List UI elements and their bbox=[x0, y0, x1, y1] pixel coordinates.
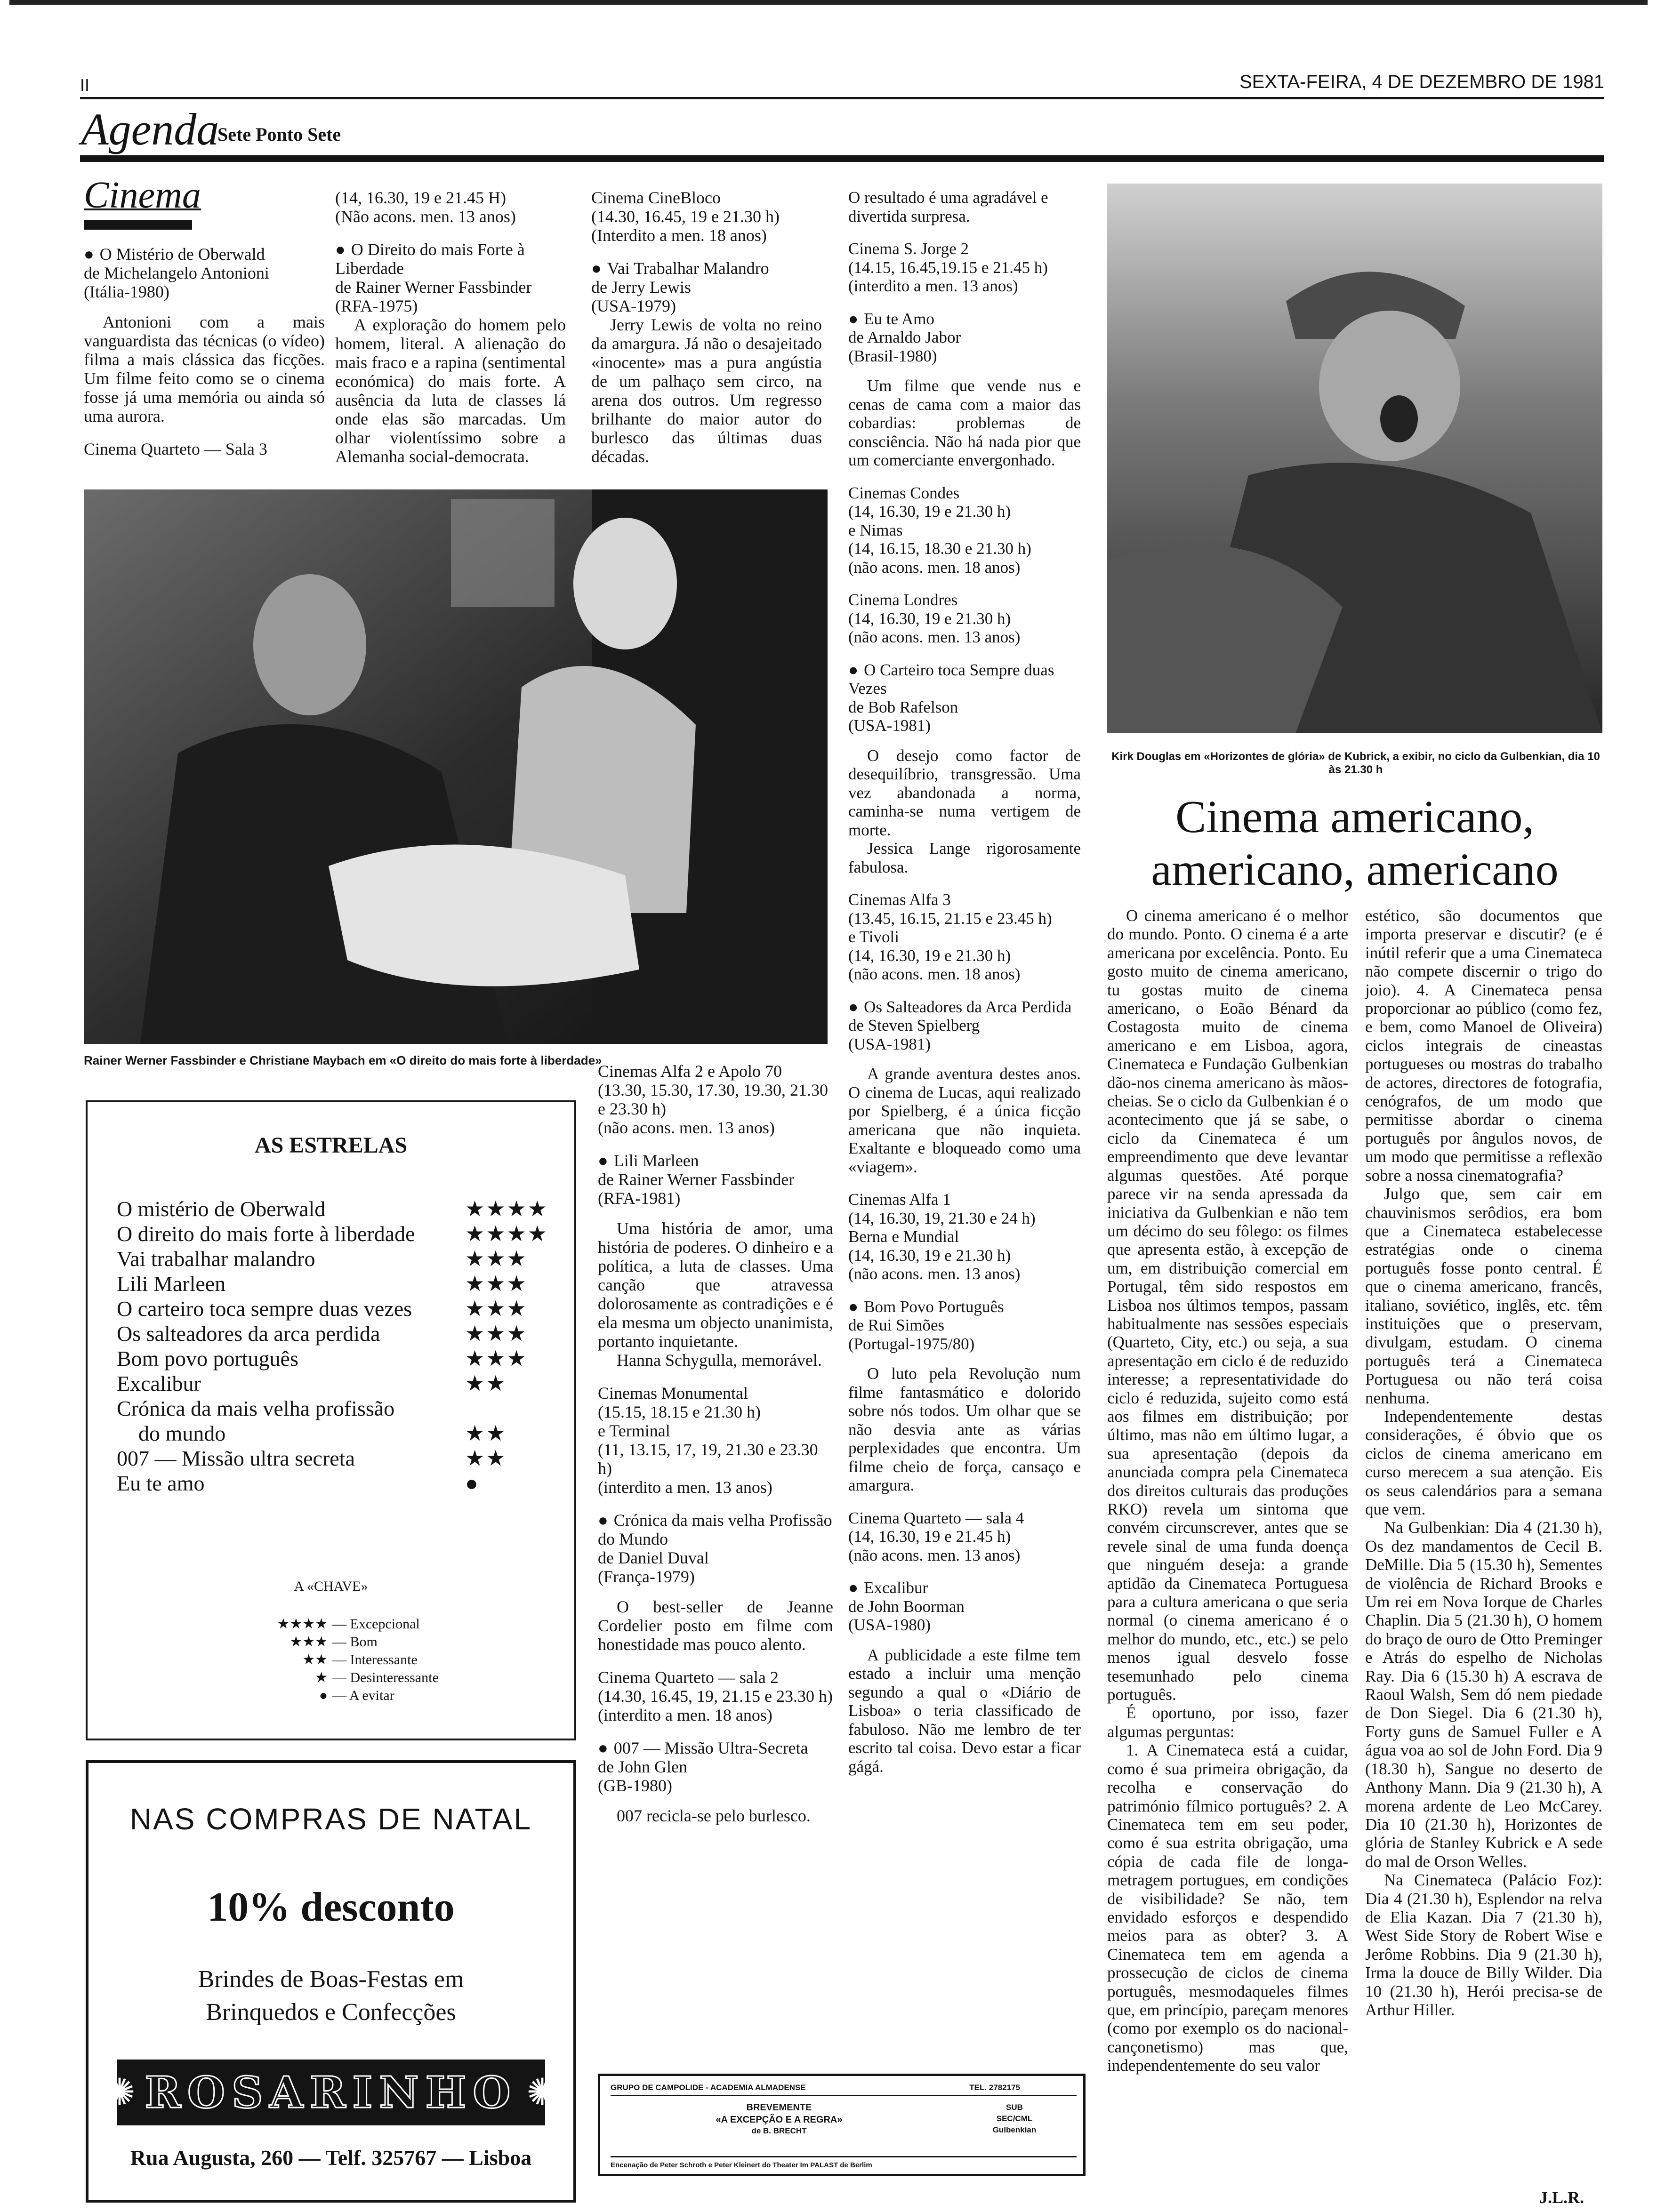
logo-flower-icon: ✺ bbox=[104, 2072, 136, 2114]
film-title: ● Crónica da mais velha Profissão do Mundo bbox=[598, 1511, 833, 1548]
showtimes: (14, 16.30, 19 e 21.30 h) bbox=[848, 946, 1011, 965]
rating-row bbox=[117, 1421, 555, 1446]
article-col-1 bbox=[1107, 906, 1348, 2075]
rating-row bbox=[117, 1246, 555, 1271]
key-row bbox=[229, 1669, 439, 1687]
age-rating: (interdito a men. 18 anos) bbox=[598, 1706, 772, 1724]
photo-kirk-douglas bbox=[1107, 184, 1602, 733]
ad-line-2: 10% desconto bbox=[207, 1884, 455, 1930]
key-row bbox=[229, 1651, 439, 1669]
key-list bbox=[229, 1615, 439, 1705]
film-origin: (GB-1980) bbox=[598, 1776, 672, 1795]
film-review: Jessica Lange rigorosamente fabulosa. bbox=[848, 839, 1081, 876]
key-label: — Interessante bbox=[332, 1652, 418, 1667]
article-paragraph: estético, são documentos que importa preservar e discutir? (e é inútil referir que a uma Cinemateca não compete discernir o trigo do joio). 4. A Cinemateca pensa proporcionar ao público (como fez, e bem, como Manoel de Oliveira) ciclos integrais de cineastas portugueses ou mostras do trabalho de actores, directores de fotografia, cenógrafos, de um modo que permitisse abordar o cinema português por ângulos novos, de um modo que permitisse a reflexão sobre a nossa cinematografia? bbox=[1365, 906, 1602, 1185]
age-rating: (Não acons. men. 13 anos) bbox=[335, 207, 516, 226]
rating-row bbox=[117, 1321, 555, 1346]
theatre-ad-credits: Encenação de Peter Schroth e Peter Kleinert do Theater Im PALAST de Berlim bbox=[611, 2156, 1077, 2171]
cinema-heading-bar bbox=[84, 220, 192, 230]
film-title: ● Os Salteadores da Arca Perdida bbox=[848, 998, 1081, 1017]
showtimes: (14, 16.30, 19 e 21.45 H) bbox=[335, 188, 506, 207]
showtimes: (14, 16.30, 19 e 21.45 h) bbox=[848, 1527, 1011, 1546]
rating-film-name: O carteiro toca sempre duas vezes bbox=[117, 1297, 412, 1321]
rating-row bbox=[117, 1446, 555, 1471]
top-rule bbox=[9, 0, 1648, 5]
theatre-ad-side-3: Gulbenkian bbox=[992, 2125, 1037, 2134]
photo-kirk-douglas-caption: Kirk Douglas em «Horizontes de glória» de Kubrick, a exibir, no ciclo da Gulbenkian, dia 10 às 21.30 h bbox=[1111, 750, 1600, 776]
film-title: ● Lili Marleen bbox=[598, 1151, 833, 1170]
showtimes: (14.30, 16.45, 19 e 21.30 h) bbox=[591, 207, 780, 226]
key-row bbox=[229, 1687, 439, 1705]
rating-row bbox=[117, 1471, 555, 1496]
listing-col-3 bbox=[591, 188, 822, 466]
film-director: de Rui Simões bbox=[848, 1316, 945, 1334]
showtimes: (14, 16.30, 19 e 21.30 h) bbox=[848, 502, 1011, 521]
venue: Cinemas Monumental bbox=[598, 1384, 748, 1403]
age-rating: (não acons. men. 18 anos) bbox=[848, 558, 1021, 577]
rating-stars: ★★★ bbox=[465, 1247, 528, 1271]
supplement-title: Sete Ponto Sete bbox=[217, 124, 341, 145]
ad-line-1: NAS COMPRAS DE NATAL bbox=[129, 1802, 532, 1836]
rating-row bbox=[117, 1346, 555, 1371]
photo-kirk-douglas-image bbox=[1107, 184, 1602, 733]
venue: e Tivoli bbox=[848, 928, 899, 946]
listing-col-5 bbox=[598, 1062, 833, 1825]
showtimes: (14, 16.30, 19, 21.30 e 24 h) bbox=[848, 1209, 1036, 1227]
film-title: ● 007 — Missão Ultra-Secreta bbox=[598, 1739, 833, 1757]
rating-film-name: Excalibur bbox=[117, 1371, 201, 1395]
theatre-ad-play: «A EXCEPÇÃO E A REGRA» bbox=[716, 2115, 843, 2125]
showtimes: (14, 16.30, 19 e 21.30 h) bbox=[848, 609, 1011, 628]
cinema-heading: Cinema bbox=[84, 175, 201, 216]
venue: Cinemas Alfa 3 bbox=[848, 890, 951, 909]
theatre-ad-group: GRUPO DE CAMPOLIDE - ACADEMIA ALMADENSE bbox=[611, 2083, 806, 2092]
film-review: 007 recicla-se pelo burlesco. bbox=[617, 1806, 811, 1825]
film-origin: (USA-1981) bbox=[848, 1034, 931, 1053]
rating-row bbox=[117, 1371, 555, 1396]
showtimes: (13.30, 15.30, 17.30, 19.30, 21.30 e 23.30 h) bbox=[598, 1081, 828, 1118]
key-row bbox=[229, 1615, 439, 1633]
listing-col-2 bbox=[335, 188, 566, 466]
theatre-ad-side-2: SEC/CML bbox=[996, 2114, 1033, 2123]
theatre-ad-soon: BREVEMENTE bbox=[746, 2102, 812, 2113]
film-director: de Rainer Werner Fassbinder bbox=[335, 278, 532, 297]
rating-row bbox=[117, 1396, 555, 1421]
film-title: ● Excalibur bbox=[848, 1579, 1081, 1597]
film-origin: (USA-1981) bbox=[848, 716, 931, 735]
rating-film-name: Os salteadores da arca perdida bbox=[117, 1322, 380, 1346]
venue: Cinema Londres bbox=[848, 591, 958, 609]
key-symbol: ★★★★ bbox=[277, 1616, 328, 1632]
venue: Cinema Quarteto — Sala 3 bbox=[84, 440, 267, 458]
article-col-2 bbox=[1365, 906, 1602, 2019]
page-date: SEXTA-FEIRA, 4 DE DEZEMBRO DE 1981 bbox=[1239, 72, 1604, 92]
key-label: — Excepcional bbox=[332, 1616, 420, 1632]
venue: e Terminal bbox=[598, 1421, 670, 1440]
ad-line-4: Brinquedos e Confecções bbox=[206, 1999, 456, 2026]
film-director: de Bob Rafelson bbox=[848, 697, 958, 716]
film-origin: (RFA-1981) bbox=[598, 1189, 681, 1208]
age-rating: (não acons. men. 18 anos) bbox=[848, 965, 1021, 983]
rating-stars: ● bbox=[465, 1471, 480, 1495]
film-director: de Jerry Lewis bbox=[591, 278, 691, 297]
film-director: de Steven Spielberg bbox=[848, 1016, 980, 1034]
article-paragraph: É oportuno, por isso, fazer algumas perguntas: bbox=[1107, 1704, 1348, 1741]
film-origin: (RFA-1975) bbox=[335, 297, 418, 315]
rating-stars: ★★ bbox=[465, 1446, 507, 1470]
rating-film-name: Eu te amo bbox=[117, 1471, 205, 1495]
film-review: O resultado é uma agradável e divertida surpresa. bbox=[848, 188, 1048, 225]
showtimes: (15.15, 18.15 e 21.30 h) bbox=[598, 1403, 761, 1421]
article-signature: J.L.R. bbox=[1539, 2188, 1585, 2207]
film-review: Antonioni com a mais vanguardista das técnicas (o vídeo) filma a mais clássica das ficções. Um filme feito como se o cinema fosse já uma memória ou ainda só uma aurora. bbox=[84, 313, 325, 425]
film-title: ● Vai Trabalhar Malandro bbox=[591, 259, 822, 278]
film-origin: (USA-1979) bbox=[591, 297, 676, 315]
venue: Cinemas Alfa 2 e Apolo 70 bbox=[598, 1062, 782, 1081]
photo-fassbinder bbox=[84, 489, 828, 1044]
rating-film-name: 007 — Missão ultra secreta bbox=[117, 1446, 355, 1470]
ad-line-3: Brindes de Boas-Festas em bbox=[198, 1966, 464, 1993]
stars-box bbox=[86, 1100, 576, 1740]
logo-flower-icon: ✺ bbox=[526, 2072, 558, 2114]
theatre-ad-side-1: SUB bbox=[1006, 2103, 1023, 2112]
rating-stars: ★★★ bbox=[465, 1322, 528, 1346]
showtimes: (14, 16.15, 18.30 e 21.30 h) bbox=[848, 539, 1031, 558]
key-symbol: ● bbox=[319, 1688, 328, 1703]
article-title-line-2: americano, americano bbox=[1151, 844, 1559, 895]
theatre-ad-tel: TEL. 2782175 bbox=[969, 2083, 1020, 2092]
key-symbol: ★★ bbox=[302, 1652, 328, 1667]
film-director: de Rainer Werner Fassbinder bbox=[598, 1170, 795, 1189]
article-paragraph: O cinema americano é o melhor do mundo. Ponto. O cinema é a arte americana por excelência. Ponto. Eu gosto muito de cinema americano, tu gostas muito de cinema americano, o Eoão Bénard da Costagosta muito de cinema americano e em Lisboa, agora, Cinemateca e Fundação Gulbenkian dão-nos cinema americano às mãos-cheias. Se o ciclo da Gulbenkian é o acontecimento que já se sabe, o ciclo da Cinemateca é um empreendimento que deve levantar algumas questões. Até porque parece vir na senda apressada da iniciativa da Gulbenkian e não tem um décimo do seu fôlego: os filmes que apresenta estão, à excepção de um, em distribuição comercial em Portugal, têm sido respostos em Lisboa nos últimos tempos, passam habitualmente nas sessões especiais (Quarteto, City, etc.) ou seja, a sua apresentação em ciclo é de reduzido interesse; a representatividade do ciclo é reduzida, sujeito como está aos filmes em distribuição; por último, mas não em último lugar, a sua apresentação (depois da anunciada compra pela Cinemateca dos direitos culturais das produções RKO) revela um sintoma que convém circunscrever, antes que se revele sinal de uma funda doença que ninguém deseja: a grande aptidão da Cinemateca Portuguesa para a cultura americana o que seria normal (o cinema americano é o melhor do mundo, etc., etc.) se pelo menos igual desvelo fosse tesemunhado pelo cinema português. bbox=[1107, 906, 1348, 1704]
film-review: O best-seller de Jeanne Cordelier posto em filme com honestidade mas pouco alento. bbox=[598, 1597, 833, 1654]
article-paragraph: Julgo que, sem cair em chauvinismos serôdios, era bom que a Cinemateca estabelecesse estratégias onde o cinema português fosse ponto central. É que o cinema americano, francês, italiano, soviético, inglês, etc. têm instituições que o preservam, divulgam, estudam. O cinema português terá a Cinemateca Portuguesa ou não terá coisa nenhuma. bbox=[1365, 1185, 1602, 1407]
section-title: Agenda bbox=[81, 104, 219, 154]
theatre-ad bbox=[598, 2074, 1086, 2176]
film-title: ● O Carteiro toca Sempre duas Vezes bbox=[848, 661, 1081, 698]
stars-list bbox=[117, 1196, 555, 1496]
film-director: de Michelangelo Antonioni bbox=[84, 264, 269, 282]
section-rule bbox=[80, 155, 1604, 162]
film-review: Jerry Lewis de volta no reino da amargura. Já não o desajeitado «inocente» mas a pura angústia de um palhaço sem circo, na arena dos outros. Um regresso brilhante do maior autor do burlesco das últimas duas décadas. bbox=[591, 315, 822, 466]
article-title bbox=[1107, 791, 1602, 896]
venue: Cinemas Alfa 1 bbox=[848, 1190, 951, 1209]
article-paragraph: Independentemente destas considerações, é óbvio que os ciclos de cinema americano em curso merecem a sua atenção. Eis os seus calendários para a semana que vem. bbox=[1365, 1407, 1602, 1518]
rating-stars bbox=[465, 1396, 555, 1421]
photo-fassbinder-caption: Rainer Werner Fassbinder e Christiane Maybach em «O direito do mais forte à liberdade» bbox=[84, 1053, 602, 1067]
showtimes: (14, 16.30, 19 e 21.30 h) bbox=[848, 1246, 1011, 1265]
key-symbol: ★ bbox=[315, 1670, 328, 1685]
rating-film-name: O mistério de Oberwald bbox=[117, 1197, 326, 1221]
film-origin: (Brasil-1980) bbox=[848, 346, 937, 365]
film-title: ● Bom Povo Português bbox=[848, 1298, 1081, 1316]
showtimes: (14.30, 16.45, 19, 21.15 e 23.30 h) bbox=[598, 1687, 833, 1706]
age-rating: (não acons. men. 13 anos) bbox=[598, 1118, 775, 1137]
film-review: O luto pela Revolução num filme fantasmático e dolorido sobre nós todos. Um olhar que se não desvia ante as várias perplexidades que encontra. Um filme cheio de força, cansaço e amargura. bbox=[848, 1364, 1081, 1494]
header-rule bbox=[80, 97, 1604, 99]
rosarinho-logo bbox=[104, 2060, 558, 2125]
page-number: II bbox=[80, 75, 90, 95]
rating-stars: ★★★★ bbox=[465, 1222, 548, 1246]
rating-stars: ★★★ bbox=[465, 1297, 528, 1321]
film-director: de John Boorman bbox=[848, 1597, 965, 1616]
age-rating: (interdito a men. 13 anos) bbox=[598, 1478, 772, 1497]
rating-film-name: Bom povo português bbox=[117, 1346, 298, 1370]
logo-text: ROSARINHO bbox=[145, 2067, 517, 2118]
film-origin: (França-1979) bbox=[598, 1567, 695, 1586]
venue: Cinema Quarteto — sala 2 bbox=[598, 1668, 779, 1687]
age-rating: (interdito a men. 13 anos) bbox=[848, 277, 1018, 295]
film-title: ● Eu te Amo bbox=[848, 310, 1081, 329]
film-review: O desejo como factor de desequilíbrio, transgressão. Uma vez abandonada a norma, caminha-se numa vertigem de morte. bbox=[848, 746, 1081, 839]
rating-stars: ★★ bbox=[465, 1371, 507, 1395]
ad-address: Rua Augusta, 260 — Telf. 325767 — Lisboa bbox=[130, 2146, 532, 2170]
film-origin: (USA-1980) bbox=[848, 1616, 931, 1634]
showtimes: (11, 13.15, 17, 19, 21.30 e 23.30 h) bbox=[598, 1440, 818, 1478]
listing-col-1 bbox=[84, 245, 325, 458]
rating-stars: ★★★ bbox=[465, 1346, 528, 1370]
film-review: Hanna Schygulla, memorável. bbox=[617, 1351, 822, 1370]
film-review: Um filme que vende nus e cenas de cama com a maior das cobardias: problemas de consciência. Não há nada pior que um comerciante envergonhado. bbox=[848, 377, 1081, 469]
venue: Cinema CineBloco bbox=[591, 188, 721, 207]
photo-fassbinder-image bbox=[84, 489, 828, 1044]
rating-stars: ★★★ bbox=[465, 1272, 528, 1296]
rating-film-name: O direito do mais forte à liberdade bbox=[117, 1222, 415, 1246]
film-director: de Daniel Duval bbox=[598, 1548, 709, 1567]
venue: Cinema Quarteto — sala 4 bbox=[848, 1508, 1024, 1527]
article-paragraph: Na Cinemateca (Palácio Foz): Dia 4 (21.30 h), Esplendor na relva de Elia Kazan. Dia 7 (21.30 h), West Side Story de Robert Wise e Jerôme Robbins. Dia 9 (21.30 h), Irma la douce de Billy Wilder. Dia 10 (21.30 h), Herói precisa-se de Arthur Hiller. bbox=[1365, 1871, 1602, 2019]
stars-title: AS ESTRELAS bbox=[254, 1133, 408, 1158]
key-label: — Desinteressante bbox=[332, 1670, 439, 1685]
film-review: A grande aventura destes anos. O cinema de Lucas, aqui realizado por Spielberg, é a única ficção americana que não inquieta. Exaltante e bloqueado como uma «viagem». bbox=[848, 1065, 1081, 1176]
key-symbol: ★★★ bbox=[290, 1634, 328, 1650]
film-title: ● O Direito do mais Forte à Liberdade bbox=[335, 240, 566, 278]
theatre-ad-author: de B. BRECHT bbox=[751, 2126, 807, 2135]
film-review: A publicidade a este filme tem estado a incluir uma menção segundo a qual o «Diário de Lisboa» o teria classificado de fabuloso. Não me lembro de ter escrito tal coisa. Devo estar a ficar gágá. bbox=[848, 1645, 1081, 1776]
venue: Berna e Mundial bbox=[848, 1227, 959, 1246]
rating-film-name: Vai trabalhar malandro bbox=[117, 1247, 315, 1271]
rating-row bbox=[117, 1196, 555, 1221]
venue: Cinemas Condes bbox=[848, 483, 960, 502]
key-title: A «CHAVE» bbox=[294, 1579, 368, 1594]
showtimes: (13.45, 16.15, 21.15 e 23.45 h) bbox=[848, 909, 1052, 928]
rating-row bbox=[117, 1271, 555, 1296]
age-rating: (não acons. men. 13 anos) bbox=[848, 1265, 1021, 1283]
rating-row bbox=[117, 1221, 555, 1246]
rosarinho-ad bbox=[86, 1760, 576, 2203]
venue: e Nimas bbox=[848, 521, 903, 539]
rating-row bbox=[117, 1296, 555, 1321]
film-director: de Arnaldo Jabor bbox=[848, 328, 961, 346]
article-paragraph: Na Gulbenkian: Dia 4 (21.30 h), Os dez mandamentos de Cecil B. DeMille. Dia 5 (15.30 h), Sementes de violência de Richard Brooks e Um rei em Nova Iorque de Charles Chaplin. Dia 5 (21.30 h), O homem do braço de ouro de Otto Preminger e Atrás do espelho de Nicholas Ray. Dia 6 (15.30 h) A escrava de Raoul Walsh, Sem dó nem piedade de Don Siegel. Dia 6 (21.30 h), Forty guns de Samuel Fuller e A água voa ao sol de John Ford. Dia 9 (18.30 h), Sangue no deserto de Anthony Mann. Dia 9 (21.30 h), A morena ardente de Leo McCarey. Dia 10 (21.30 h), Horizontes de glória de Stanley Kubrick e A sede do mal de Orson Welles. bbox=[1365, 1518, 1602, 1871]
key-row bbox=[229, 1633, 439, 1651]
film-origin: (Itália-1980) bbox=[84, 282, 169, 301]
age-rating: (Interdito a men. 18 anos) bbox=[591, 226, 767, 245]
film-review: A exploração do homem pelo homem, literal. A alienação do mais fraco e a rapina (sentimental económica) do mais forte. A ausência da luta de classes lá onde elas são marcadas. Um olhar violentíssimo sobre a Alemanha social-democrata. bbox=[335, 315, 566, 466]
rating-film-name: Crónica da mais velha profissão bbox=[117, 1396, 395, 1420]
film-director: de John Glen bbox=[598, 1757, 687, 1776]
article-paragraph: 1. A Cinemateca está a cuidar, como é sua primeira obrigação, da recolha e conservação do património fílmico português? 2. A Cinemateca tem em seu poder, como é sua estrita obrigação, uma cópia de cada file de longa-metragem portugues, em condições de visibilidade? Se não, tem envidado esforços e despendido meios para as obter? 3. A Cinemateca tem em agenda a prossecução de ciclos de cinema português, mesmodaqueles filmes que, em princípio, pareçam menores (como por exemplo os do nacional-cançonetismo) mas que, independentemente do seu valor bbox=[1107, 1741, 1348, 2075]
rating-stars: ★★ bbox=[465, 1421, 507, 1445]
showtimes: (14.15, 16.45,19.15 e 21.45 h) bbox=[848, 258, 1048, 277]
rating-film-name: Lili Marleen bbox=[117, 1272, 226, 1296]
film-title: ● O Mistério de Oberwald bbox=[84, 245, 325, 264]
film-review: Uma história de amor, uma história de poderes. O dinheiro e a política, a luta de classes. Uma canção que atravessa dolorosamente as contradições e é ela mesma um objecto unanimista, portanto inquietante. bbox=[598, 1219, 833, 1351]
age-rating: (não acons. men. 13 anos) bbox=[848, 628, 1021, 646]
key-label: — A evitar bbox=[332, 1688, 394, 1703]
venue: Cinema S. Jorge 2 bbox=[848, 240, 969, 258]
article-title-line-1: Cinema americano, bbox=[1175, 792, 1534, 842]
rating-stars: ★★★★ bbox=[465, 1197, 548, 1221]
film-origin: (Portugal-1975/80) bbox=[848, 1334, 975, 1353]
age-rating: (não acons. men. 13 anos) bbox=[848, 1546, 1021, 1564]
listing-col-4 bbox=[848, 188, 1081, 1776]
rating-film-name: do mundo bbox=[117, 1421, 226, 1445]
key-label: — Bom bbox=[332, 1634, 378, 1650]
